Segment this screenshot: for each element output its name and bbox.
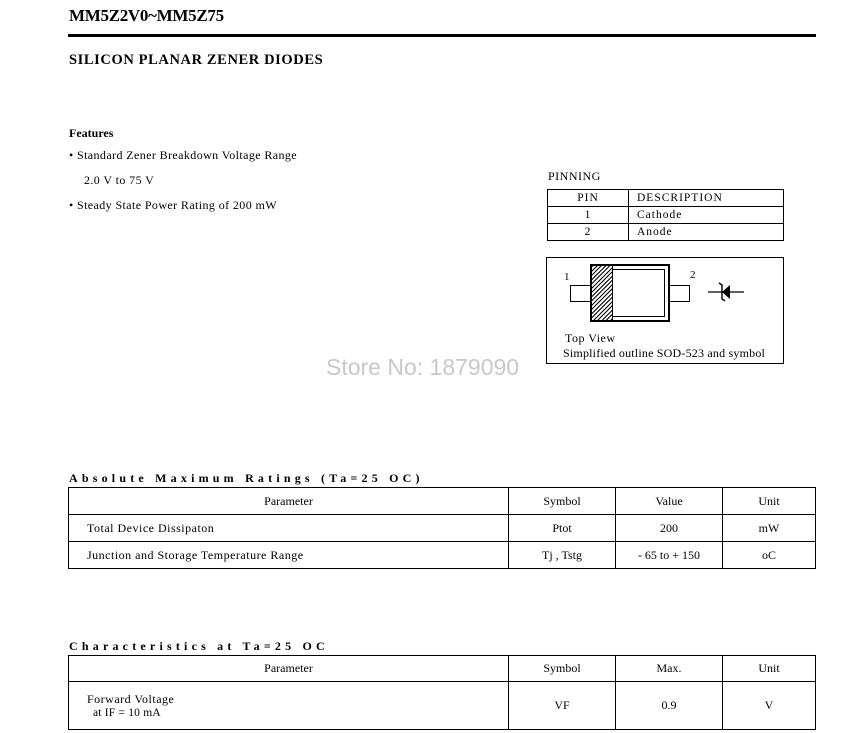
symbol-cell: VF	[509, 682, 616, 730]
unit-cell: oC	[723, 542, 816, 569]
pin-column-header: PIN	[548, 190, 629, 207]
table-header-row	[69, 656, 816, 682]
feature-item: • Standard Zener Breakdown Voltage Range	[69, 148, 298, 162]
unit-cell: mW	[723, 515, 816, 542]
value-column-header: Value	[616, 488, 723, 515]
document-title: MM5Z2V0~MM5Z75	[69, 6, 224, 25]
package-lead-1	[570, 285, 591, 302]
characteristics-table	[68, 655, 816, 730]
feature-item-detail: 2.0 V to 75 V	[84, 173, 155, 187]
max-column-header: Max.	[616, 656, 723, 682]
pinning-table	[547, 189, 784, 241]
parameter-cell	[69, 682, 509, 730]
table-row	[69, 682, 816, 730]
store-watermark: Store No: 1879090	[326, 354, 520, 380]
parameter-cell: Total Device Dissipaton	[69, 515, 509, 542]
pinning-heading: PINNING	[548, 169, 601, 183]
absolute-max-table	[68, 487, 816, 569]
feature-item: • Steady State Power Rating of 200 mW	[69, 198, 277, 212]
parameter-name: Forward Voltage	[87, 692, 175, 706]
pin-description: Cathode	[629, 207, 784, 224]
unit-column-header: Unit	[723, 488, 816, 515]
table-row	[69, 515, 816, 542]
pin-number: 2	[548, 224, 629, 241]
pinning-header-row	[548, 190, 784, 207]
parameter-column-header: Parameter	[69, 656, 509, 682]
zener-diode-symbol-icon	[708, 282, 746, 302]
symbol-cell: Ptot	[509, 515, 616, 542]
features-heading: Features	[69, 126, 114, 140]
characteristics-heading: Characteristics at Ta=25 OC	[69, 639, 329, 653]
value-cell: - 65 to + 150	[616, 542, 723, 569]
pin-description: Anode	[629, 224, 784, 241]
table-row	[548, 224, 784, 241]
outline-caption: Simplified outline SOD-523 and symbol	[563, 346, 766, 360]
parameter-condition: at IF = 10 mA	[93, 707, 161, 719]
table-row	[548, 207, 784, 224]
symbol-column-header: Symbol	[509, 656, 616, 682]
outline-caption-top-view: Top View	[565, 331, 616, 345]
max-value-cell: 0.9	[616, 682, 723, 730]
unit-cell: V	[723, 682, 816, 730]
absolute-max-heading: Absolute Maximum Ratings (Ta=25 OC)	[69, 471, 424, 485]
document-subtitle: SILICON PLANAR ZENER DIODES	[69, 52, 324, 68]
pin-number: 1	[548, 207, 629, 224]
title-rule	[68, 34, 816, 37]
pin-label-2: 2	[690, 269, 696, 281]
symbol-column-header: Symbol	[509, 488, 616, 515]
cathode-band-hatch	[592, 266, 613, 320]
parameter-cell: Junction and Storage Temperature Range	[69, 542, 509, 569]
parameter-column-header: Parameter	[69, 488, 509, 515]
symbol-cell: Tj , Tstg	[509, 542, 616, 569]
table-header-row	[69, 488, 816, 515]
description-column-header: DESCRIPTION	[629, 190, 784, 207]
value-cell: 200	[616, 515, 723, 542]
package-lead-2	[669, 285, 690, 302]
pin-label-1: 1	[564, 271, 570, 283]
unit-column-header: Unit	[723, 656, 816, 682]
table-row	[69, 542, 816, 569]
